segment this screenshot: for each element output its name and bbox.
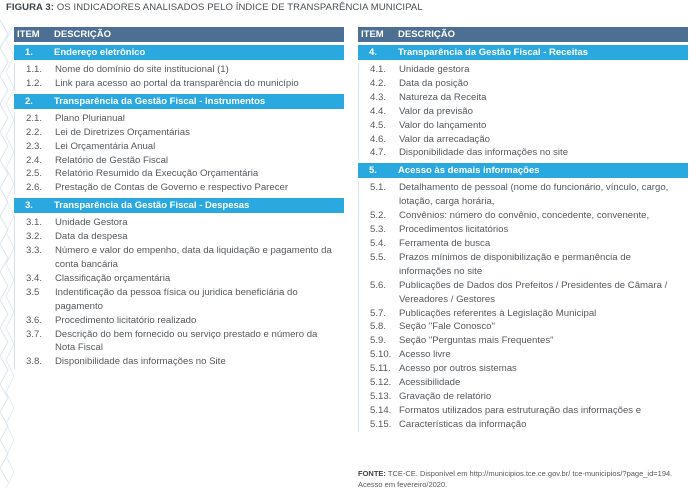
- item-number: 2.1.: [26, 112, 43, 124]
- item-description: Convênios: número do convênio, concedente, convenente,: [399, 210, 650, 222]
- item-description: Data da despesa: [55, 231, 128, 243]
- item-description: Detalhamento de pessoal (nome do funcionário, vínculo, cargo, lotação, carga horária,: [399, 182, 669, 208]
- item-description: Unidade gestora: [399, 64, 470, 75]
- item-description: Indentificação da pessoa física ou juridica beneficiária do pagamento: [55, 286, 298, 312]
- list-item: [359, 390, 688, 404]
- item-description: Valor do lançamento: [399, 119, 487, 131]
- list-item: [359, 237, 688, 251]
- list-item: [15, 112, 344, 126]
- list-item: [15, 230, 344, 244]
- list-item: [15, 355, 344, 369]
- list-item: [359, 320, 688, 334]
- item-number: 5.8.: [370, 321, 387, 333]
- item-description: Acessibilidade: [399, 377, 461, 389]
- section-number: 5.: [369, 165, 377, 177]
- list-item: [359, 181, 688, 209]
- figure-title: [6, 2, 423, 13]
- item-number: 4.5.: [370, 119, 387, 131]
- item-number: 2.3.: [26, 140, 43, 152]
- decorative-line-pattern: [0, 0, 14, 491]
- item-number: 5.7.: [370, 307, 387, 319]
- list-item: [359, 251, 688, 279]
- figure-caption: OS INDICADORES ANALISADOS PELO ÍNDICE DE TRANSPARÊNCIA MUNICIPAL: [56, 2, 423, 13]
- item-description: Seção "Fale Conosco": [399, 321, 495, 333]
- item-description: Plano Plurianual: [55, 112, 125, 124]
- item-number: 1.1.: [26, 64, 43, 75]
- item-number: 3.4.: [26, 272, 43, 284]
- item-number: 3.6.: [26, 314, 43, 326]
- section-number: 4.: [369, 47, 377, 58]
- section-title: Transparência da Gestão Fiscal - Instrumentos: [54, 95, 266, 107]
- item-number: 5.4.: [370, 237, 387, 249]
- list-item: [359, 223, 688, 237]
- item-description: Número e valor do empenho, data da liquidação e pagamento da conta bancária: [55, 245, 332, 270]
- section-header: [358, 45, 688, 60]
- item-number: 3.7.: [26, 328, 43, 340]
- table-header: [14, 27, 344, 42]
- item-description: Ferramenta de busca: [399, 237, 491, 249]
- item-number: 3.5: [26, 286, 40, 298]
- item-number: 4.7.: [370, 147, 387, 159]
- section-item-list: [14, 216, 344, 369]
- list-item: [359, 119, 688, 133]
- item-description: Formatos utilizados para estruturação das informações e: [399, 404, 642, 416]
- item-number: 5.9.: [370, 335, 387, 347]
- section-item-list: [358, 181, 688, 431]
- item-description: Publicações referentes à Legislação Municipal: [399, 307, 597, 319]
- header-descricao: DESCRIÇÃO: [398, 29, 456, 40]
- list-item: [359, 334, 688, 348]
- list-item: [15, 77, 344, 91]
- list-item: [359, 376, 688, 390]
- header-descricao: DESCRIÇÃO: [54, 29, 112, 40]
- item-description: Prestação de Contas de Governo e respectivo Parecer: [55, 182, 289, 194]
- item-number: 5.3.: [370, 224, 387, 236]
- item-description: Nome do domínio do site institucional (1): [55, 64, 229, 75]
- section-item-list: [14, 63, 344, 91]
- header-item: ITEM: [17, 29, 40, 40]
- list-item: [359, 146, 688, 160]
- item-description: Acesso livre: [399, 349, 451, 361]
- list-item: [15, 140, 344, 154]
- item-description: Link para acesso ao portal da transparência do município: [55, 77, 299, 89]
- item-number: 2.4.: [26, 154, 43, 166]
- item-number: 4.6.: [370, 133, 387, 145]
- section-header: [358, 163, 688, 178]
- item-number: 5.10.: [370, 349, 392, 361]
- item-number: 2.5.: [26, 168, 43, 180]
- list-item: [359, 133, 688, 147]
- list-item: [15, 328, 344, 356]
- list-item: [15, 314, 344, 328]
- item-number: 5.11.: [370, 363, 391, 375]
- list-item: [15, 272, 344, 286]
- item-number: 5.2.: [370, 210, 387, 222]
- source-note: [358, 468, 688, 490]
- item-number: 5.13.: [370, 390, 392, 402]
- list-item: [359, 209, 688, 223]
- list-item: [15, 154, 344, 168]
- list-item: [359, 307, 688, 321]
- list-item: [359, 91, 688, 105]
- item-number: 3.2.: [26, 231, 43, 243]
- list-item: [15, 181, 344, 195]
- item-number: 5.5.: [370, 251, 387, 263]
- item-description: Seção "Perguntas mais Frequentes": [399, 335, 554, 347]
- item-description: Descrição do bem fornecido ou serviço prestado e número da Nota Fiscal: [55, 328, 318, 354]
- list-item: [15, 126, 344, 140]
- item-description: Lei de Diretrizes Orçamentárias: [55, 126, 190, 138]
- item-number: 2.2.: [26, 126, 43, 138]
- list-item: [359, 348, 688, 362]
- item-description: Publicações de Dados dos Prefeitos / Presidentes de Câmara / Vereadores / Gestores: [399, 279, 668, 305]
- item-description: Características da informação: [399, 418, 527, 430]
- list-item: [15, 167, 344, 181]
- list-item: [15, 244, 344, 272]
- item-description: Disponibilidade das informações no site: [399, 147, 569, 159]
- item-number: 4.4.: [370, 105, 387, 117]
- list-item: [15, 216, 344, 230]
- item-number: 4.1.: [370, 64, 387, 75]
- item-description: Prazos mínimos de disponibilização e permanência de informações no site: [399, 251, 631, 277]
- item-description: Lei Orçamentária Anual: [55, 140, 156, 152]
- list-item: [359, 362, 688, 376]
- item-description: Data da posição: [399, 77, 469, 89]
- item-number: 5.12.: [370, 377, 392, 389]
- section-header: [14, 94, 344, 109]
- section-header: [14, 45, 344, 60]
- item-number: 4.2.: [370, 77, 387, 89]
- list-item: [359, 105, 688, 119]
- list-item: [15, 286, 344, 314]
- item-number: 3.1.: [26, 217, 43, 229]
- list-item: [359, 418, 688, 432]
- section-title: Transparência da Gestão Fiscal - Receitas: [398, 47, 589, 58]
- section-item-list: [358, 63, 688, 160]
- left-table-body: [14, 45, 344, 369]
- source-text: TCE-CE. Disponível em http://municipios.tce.ce.gov.br/ tce-municipios/?page_id=194. Acesso em fevereiro/2020.: [358, 469, 673, 489]
- list-item: [359, 404, 688, 418]
- section-title: Transparência da Gestão Fiscal - Despesas: [54, 200, 250, 212]
- item-number: 5.14.: [370, 404, 392, 416]
- item-description: Relatório Resumido da Execução Orçamentária: [55, 168, 259, 180]
- list-item: [359, 63, 688, 77]
- item-description: Procedimento licitatório realizado: [55, 314, 197, 326]
- right-table-body: [358, 45, 688, 432]
- list-item: [359, 279, 688, 307]
- item-description: Valor da previsão: [399, 105, 473, 117]
- item-description: Relatório de Gestão Fiscal: [55, 154, 169, 166]
- item-number: 5.15.: [370, 418, 392, 430]
- item-description: Procedimentos licitatórios: [399, 224, 509, 236]
- item-description: Natureza da Receita: [399, 91, 487, 103]
- figure-label: FIGURA 3:: [6, 2, 55, 13]
- section-header: [14, 198, 344, 213]
- item-number: 5.1.: [370, 182, 387, 194]
- section-title: Endereço eletrônico: [54, 47, 146, 58]
- left-table: [14, 27, 344, 369]
- item-description: Gravação de relatório: [399, 390, 492, 402]
- item-description: Acesso por outros sistemas: [399, 363, 517, 375]
- section-number: 1.: [25, 47, 33, 58]
- item-number: 3.3.: [26, 245, 43, 257]
- table-header: [358, 27, 688, 42]
- item-description: Unidade Gestora: [55, 217, 128, 229]
- list-item: [359, 77, 688, 91]
- section-item-list: [14, 112, 344, 195]
- item-number: 5.6.: [370, 279, 387, 291]
- item-number: 2.6.: [26, 182, 43, 194]
- item-description: Disponibilidade das informações no Site: [55, 356, 226, 368]
- item-number: 3.8.: [26, 356, 43, 368]
- section-title: Acesso às demais informações: [398, 165, 540, 177]
- item-number: 1.2.: [26, 77, 43, 89]
- section-number: 3.: [25, 200, 33, 212]
- item-description: Valor da arrecadação: [399, 133, 491, 145]
- header-item: ITEM: [361, 29, 384, 40]
- list-item: [15, 63, 344, 77]
- item-number: 4.3.: [370, 91, 387, 103]
- item-description: Classificação orçamentária: [55, 272, 171, 284]
- source-label: FONTE:: [358, 469, 386, 478]
- right-table: [358, 27, 688, 432]
- section-number: 2.: [25, 95, 33, 107]
